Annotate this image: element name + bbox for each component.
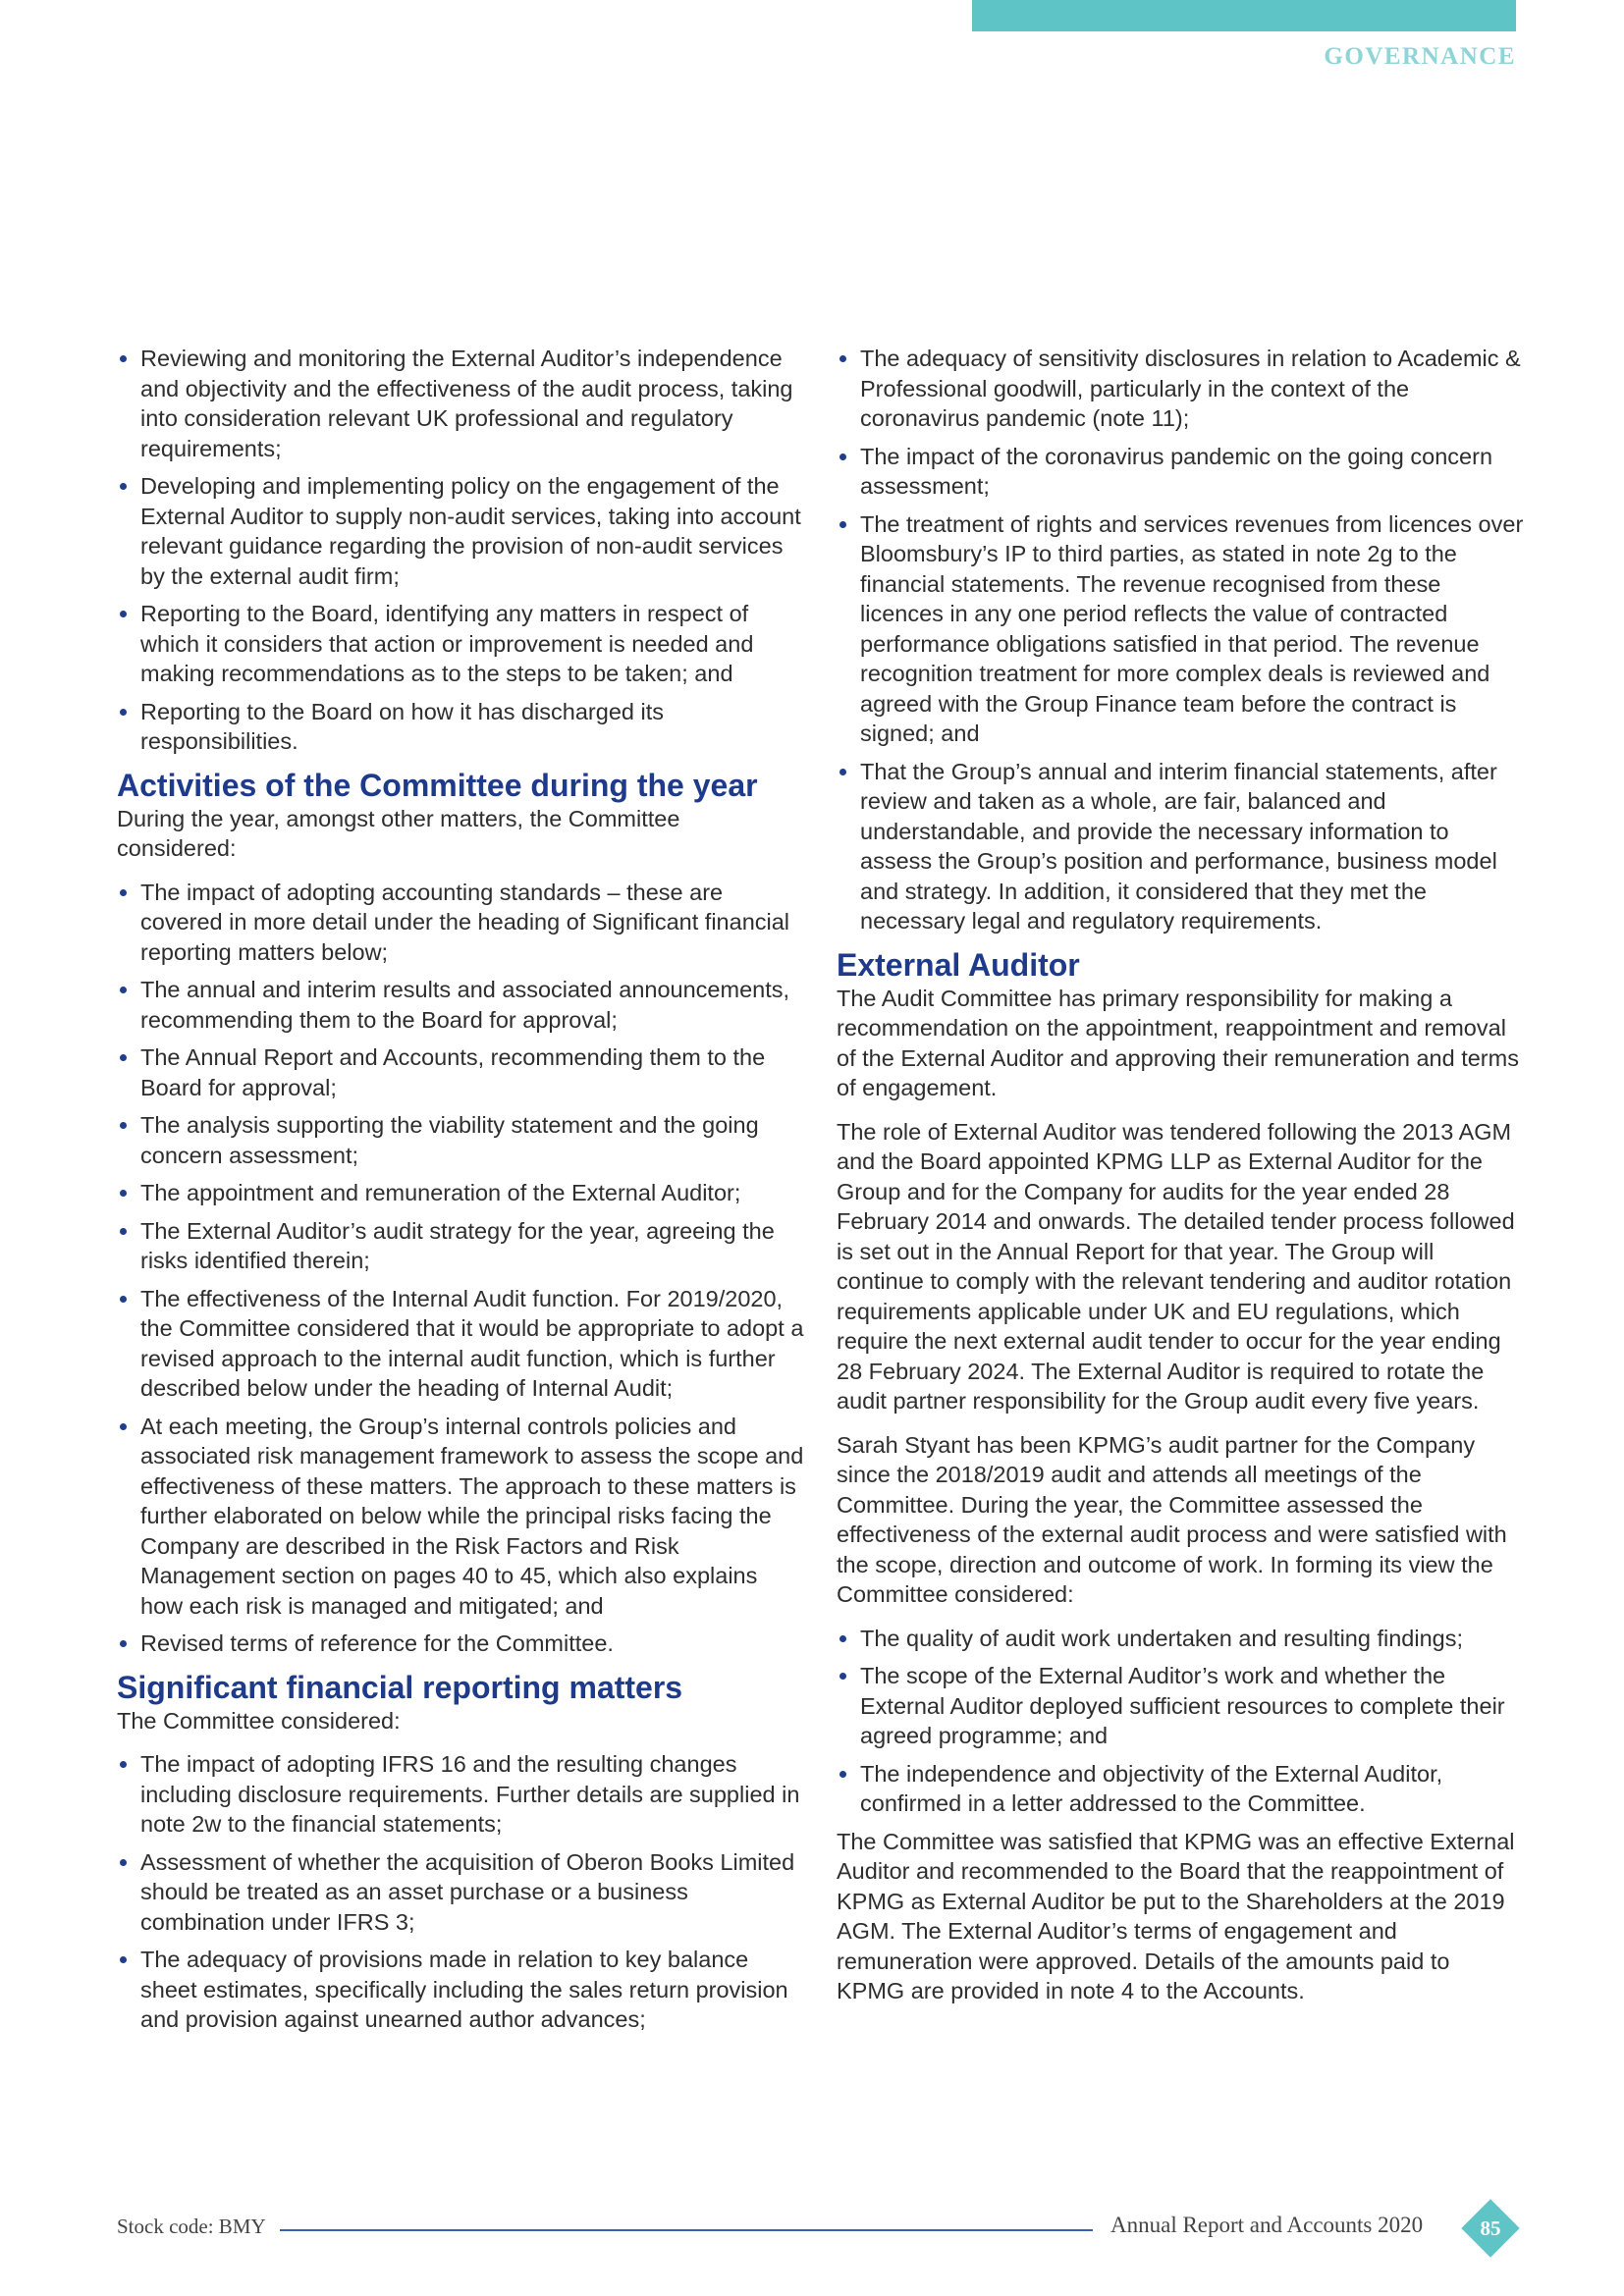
footer-divider xyxy=(280,2229,1093,2231)
top-accent-bar xyxy=(972,0,1516,31)
list-item: The adequacy of provisions made in relation to key balance sheet estimates, specifically including the sales return provision and provision against unearned author advances; xyxy=(117,1945,804,2035)
page-number: 85 xyxy=(1480,2216,1501,2240)
list-item: Reporting to the Board, identifying any matters in respect of which it considers that action or improvement is needed and making recommendations as to the steps to be taken; and xyxy=(117,599,804,689)
list-item: The impact of the coronavirus pandemic on the going concern assessment; xyxy=(837,442,1524,502)
activities-heading: Activities of the Committee during the year xyxy=(117,767,758,803)
list-item: The impact of adopting accounting standards – these are covered in more detail under the heading of Significant financial reporting matters below; xyxy=(117,878,804,968)
activities-bullet-list xyxy=(117,878,804,1659)
external-auditor-bullet-list xyxy=(837,1624,1524,1819)
external-auditor-para-2: The role of External Auditor was tendered following the 2013 AGM and the Board appointed KPMG LLP as External Auditor for the Group and for the Company for audits for the year ended 28 February 2014 and onwards. The detailed tender process followed is set out in the Annual Report for that year. The Group will continue to comply with the relevant tendering and auditor rotation requirements applicable under UK and EU regulations, which require the next external audit tender to occur for the year ending 28 February 2024. The External Auditor is required to rotate the audit partner responsibility for the Group audit every five years. xyxy=(837,1118,1515,1414)
significant-matters-bullet-list xyxy=(117,1749,804,2035)
page-number-badge xyxy=(1461,2199,1520,2258)
list-item: Revised terms of reference for the Committee. xyxy=(117,1629,804,1659)
intro-bullet-list xyxy=(117,344,804,757)
report-title: Annual Report and Accounts 2020 xyxy=(1110,2213,1424,2237)
external-auditor-para-3: Sarah Styant has been KPMG’s audit partner for the Company since the 2018/2019 audit and attends all meetings of the Committee. During the year, the Committee assessed the effectiveness of the external audit process and were satisfied with the scope, direction and outcome of work. In forming its view the Committee considered: xyxy=(837,1431,1507,1607)
list-item: The appointment and remuneration of the External Auditor; xyxy=(117,1178,804,1208)
significant-matters-heading: Significant financial reporting matters xyxy=(117,1669,683,1705)
stock-code: Stock code: BMY xyxy=(117,2215,266,2238)
list-item: Developing and implementing policy on the engagement of the External Auditor to supply non-audit services, taking into account relevant guidance regarding the provision of non-audit services by the external audit firm; xyxy=(117,471,804,591)
list-item: Reviewing and monitoring the External Auditor’s independence and objectivity and the effectiveness of the audit process, taking into consideration relevant UK professional and regulatory requirements; xyxy=(117,344,804,463)
list-item: The analysis supporting the viability statement and the going concern assessment; xyxy=(117,1110,804,1170)
list-item: The treatment of rights and services revenues from licences over Bloomsbury’s IP to third parties, as stated in note 2g to the financial statements. The revenue recognised from these licences in any one period reflects the value of contracted performance obligations satisfied in that period. The revenue recognition treatment for more complex deals is reviewed and agreed with the Group Finance team before the contract is signed; and xyxy=(837,509,1524,749)
external-auditor-para-1: The Audit Committee has primary responsibility for making a recommendation on the appointment, reappointment and removal of the External Auditor and approving their remuneration and terms of engagement. xyxy=(837,985,1519,1100)
list-item: Reporting to the Board on how it has discharged its responsibilities. xyxy=(117,697,804,757)
external-auditor-heading: External Auditor xyxy=(837,946,1080,983)
list-item: The quality of audit work undertaken and resulting findings; xyxy=(837,1624,1524,1654)
section-label: GOVERNANCE xyxy=(1324,43,1516,70)
list-item: At each meeting, the Group’s internal controls policies and associated risk management framework to assess the scope and effectiveness of these matters. The approach to these matters is further elaborated on below while the principal risks facing the Company are described in the Risk Factors and Risk Management section on pages 40 to 45, which also explains how each risk is managed and mitigated; and xyxy=(117,1412,804,1622)
list-item: The scope of the External Auditor’s work and whether the External Auditor deployed sufficient resources to complete their agreed programme; and xyxy=(837,1661,1524,1751)
list-item: That the Group’s annual and interim financial statements, after review and taken as a whole, are fair, balanced and understandable, and provide the necessary information to assess the Group’s position and performance, business model and strategy. In addition, it considered that they met the necessary legal and regulatory requirements. xyxy=(837,757,1524,936)
activities-intro: During the year, amongst other matters, the Committee considered: xyxy=(117,805,680,861)
list-item: The External Auditor’s audit strategy for the year, agreeing the risks identified therein; xyxy=(117,1216,804,1276)
left-column xyxy=(117,344,804,2043)
list-item: The annual and interim results and associated announcements, recommending them to the Board for approval; xyxy=(117,975,804,1035)
right-column xyxy=(837,344,1524,2020)
list-item: The adequacy of sensitivity disclosures in relation to Academic & Professional goodwill, particularly in the context of the coronavirus pandemic (note 11); xyxy=(837,344,1524,434)
external-auditor-para-4: The Committee was satisfied that KPMG was an effective External Auditor and recommended to the Board that the reappointment of KPMG as External Auditor be put to the Shareholders at the 2019 AGM. The External Auditor’s terms of engagement and remuneration were approved. Details of the amounts paid to KPMG are provided in note 4 to the Accounts. xyxy=(837,1828,1515,2003)
list-item: The effectiveness of the Internal Audit function. For 2019/2020, the Committee considered that it would be appropriate to adopt a revised approach to the internal audit function, which is further described below under the heading of Internal Audit; xyxy=(117,1284,804,1404)
list-item: Assessment of whether the acquisition of Oberon Books Limited should be treated as an asset purchase or a business combination under IFRS 3; xyxy=(117,1847,804,1938)
list-item: The impact of adopting IFRS 16 and the resulting changes including disclosure requirements. Further details are supplied in note 2w to the financial statements; xyxy=(117,1749,804,1840)
list-item: The independence and objectivity of the External Auditor, confirmed in a letter addressed to the Committee. xyxy=(837,1759,1524,1819)
continued-bullet-list xyxy=(837,344,1524,936)
list-item: The Annual Report and Accounts, recommending them to the Board for approval; xyxy=(117,1042,804,1102)
significant-matters-intro: The Committee considered: xyxy=(117,1707,401,1734)
